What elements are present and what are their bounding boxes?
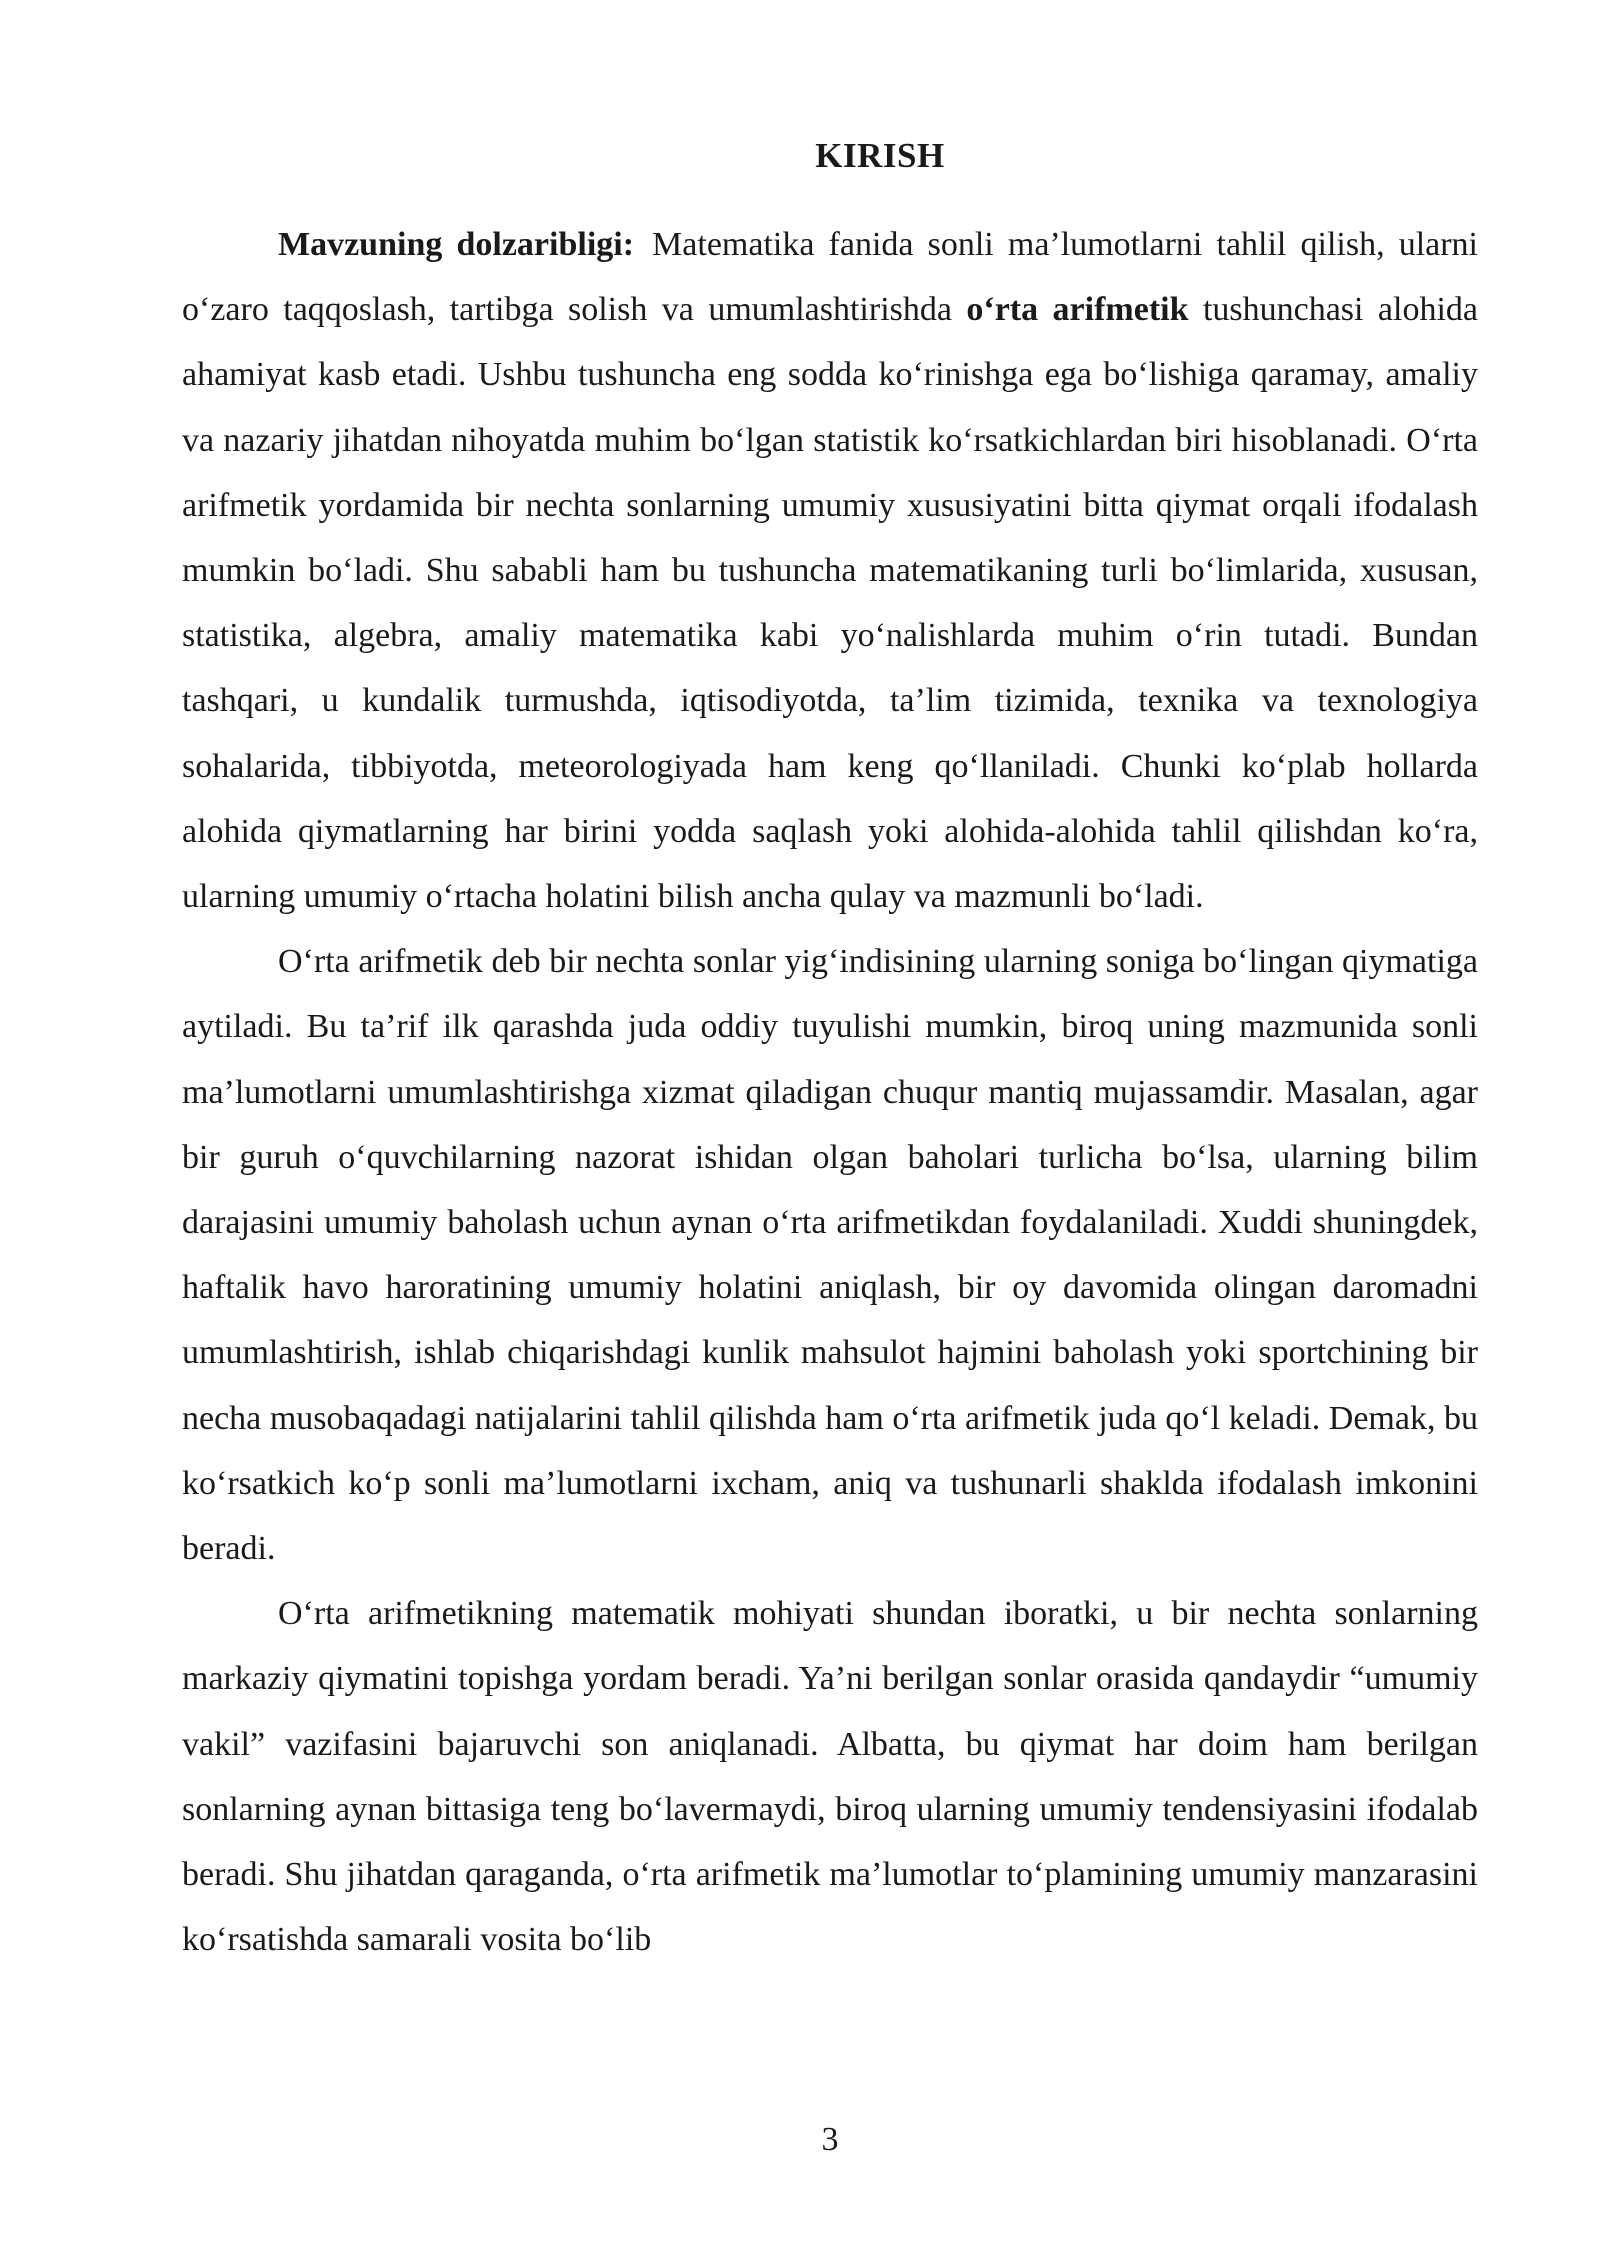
page-number: 3 (821, 2121, 839, 2158)
body-text (182, 212, 1478, 1972)
paragraph-text-part: Matematika fanida sonli ma’lumotlarni tahlil qilish, ularni o‘zaro taqqoslash, tartibga solish va umumlashtirishda (182, 226, 1478, 329)
paragraph-definition: O‘rta arifmetik deb bir nechta sonlar yig‘indisining ularning soniga bo‘lingan qiymatiga aytiladi. Bu ta’rif ilk qarashda juda oddiy tuyulishi mumkin, biroq uning mazmunida sonli ma’lumotlarni umumlashtirishga xizmat qiladigan chuqur mantiq mujassamdir. Masalan, agar bir guruh o‘quvchilarning nazorat ishidan olgan baholari turlicha bo‘lsa, ularning bilim darajasini umumiy baholash uchun aynan o‘rta arifmetikdan foydalaniladi. Xuddi shuningdek, haftalik havo haroratining umumiy holatini aniqlash, bir oy davomida olingan daromadni umumlashtirish, ishlab chiqarishdagi kunlik mahsulot hajmini baholash yoki sportchining bir necha musobaqadagi natijalarini tahlil qilishda ham o‘rta arifmetik juda qo‘l keladi. Demak, bu ko‘rsatkich ko‘p sonli ma’lumotlarni ixcham, aniq va tushunarli shaklda ifodalash imkonini beradi. (182, 943, 1478, 1568)
paragraph-lead-label: Mavzuning dolzaribligi: (278, 226, 635, 263)
paragraph-text-part: tushunchasi alohida ahamiyat kasb etadi. Ushbu tushuncha eng sodda ko‘rinishga ega bo‘lishiga qaramay, amaliy va nazariy jihatdan nihoyatda muhim bo‘lgan statistik ko‘rsatkichlardan biri hisoblanadi. O‘rta arifmetik yordamida bir nechta sonlarning umumiy xususiyatini bitta qiymat orqali ifodalash mumkin bo‘ladi. Shu sababli ham bu tushuncha matematikaning turli bo‘limlarida, xususan, statistika, algebra, amaliy matematika kabi yo‘nalishlarda muhim o‘rin tutadi. Bundan tashqari, u kundalik turmushda, iqtisodiyotda, ta’lim tizimida, texnika va texnologiya sohalarida, tibbiyotda, meteorologiyada ham keng qo‘llaniladi. Chunki ko‘plab hollarda alohida qiymatlarning har birini yodda saqlash yoki alohida-alohida tahlil qilishdan ko‘ra, ularning umumiy o‘rtacha holatini bilish ancha qulay va mazmunli bo‘ladi. (182, 291, 1478, 916)
paragraph-essence: O‘rta arifmetikning matematik mohiyati shundan iboratki, u bir nechta sonlarning markaziy qiymatini topishga yordam beradi. Ya’ni berilgan sonlar orasida qandaydir “umumiy vakil” vazifasini bajaruvchi son aniqlanadi. Albatta, bu qiymat har doim ham berilgan sonlarning aynan bittasiga teng bo‘lavermaydi, biroq ularning umumiy tendensiyasini ifodalab beradi. Shu jihatdan qaraganda, o‘rta arifmetik ma’lumotlar to‘plamining umumiy manzarasini ko‘rsatishda samarali vosita bo‘lib (182, 1595, 1478, 1959)
section-title: KIRISH (815, 136, 945, 175)
paragraph-relevance (182, 212, 1478, 929)
bold-term: o‘rta arifmetik (966, 291, 1189, 329)
